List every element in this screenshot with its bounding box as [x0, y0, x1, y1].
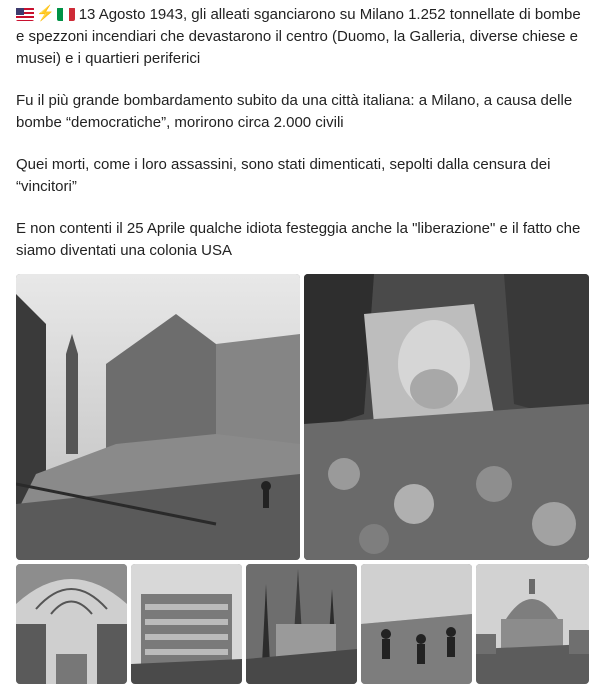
post-paragraph-1 — [16, 4, 586, 70]
paragraph-1-text: 13 Agosto 1943, gli alleati sganciarono su Milano 1.252 tonnellate di bombe e spezzoni incendiari che devastarono il centro (Duomo, la Galleria, diverse chiese e musei) e i quartieri periferici — [16, 6, 581, 67]
italy-flag-icon — [57, 7, 75, 21]
us-flag-icon — [16, 7, 34, 21]
galleria-interior-photo[interactable] — [16, 564, 127, 684]
post-paragraph-4: E non contenti il 25 Aprile qualche idiota festeggia anche la "liberazione" e il fatto che siamo diventati una colonia USA — [16, 220, 581, 259]
church-dome-ruins-photo[interactable] — [476, 564, 589, 684]
bombed-street-photo[interactable] — [16, 274, 300, 560]
emoji-row — [16, 7, 75, 21]
duomo-spires-photo[interactable] — [246, 564, 357, 684]
photo-gallery — [16, 274, 589, 684]
theater-ruins-photo[interactable] — [131, 564, 242, 684]
post-paragraph-2: Fu il più grande bombardamento subito da una città italiana: a Milano, a causa delle bombe “democratiche”, morirono circa 2.000 civili — [16, 92, 573, 131]
lightning-icon: ⚡ — [36, 5, 55, 22]
post-paragraph-3: Quei morti, come i loro assassini, sono stati dimenticati, sepolti dalla censura dei “vincitori” — [16, 156, 551, 195]
statue-head-rubble-photo[interactable] — [304, 274, 589, 560]
post-text — [16, 4, 586, 282]
workers-rubble-photo[interactable] — [361, 564, 472, 684]
